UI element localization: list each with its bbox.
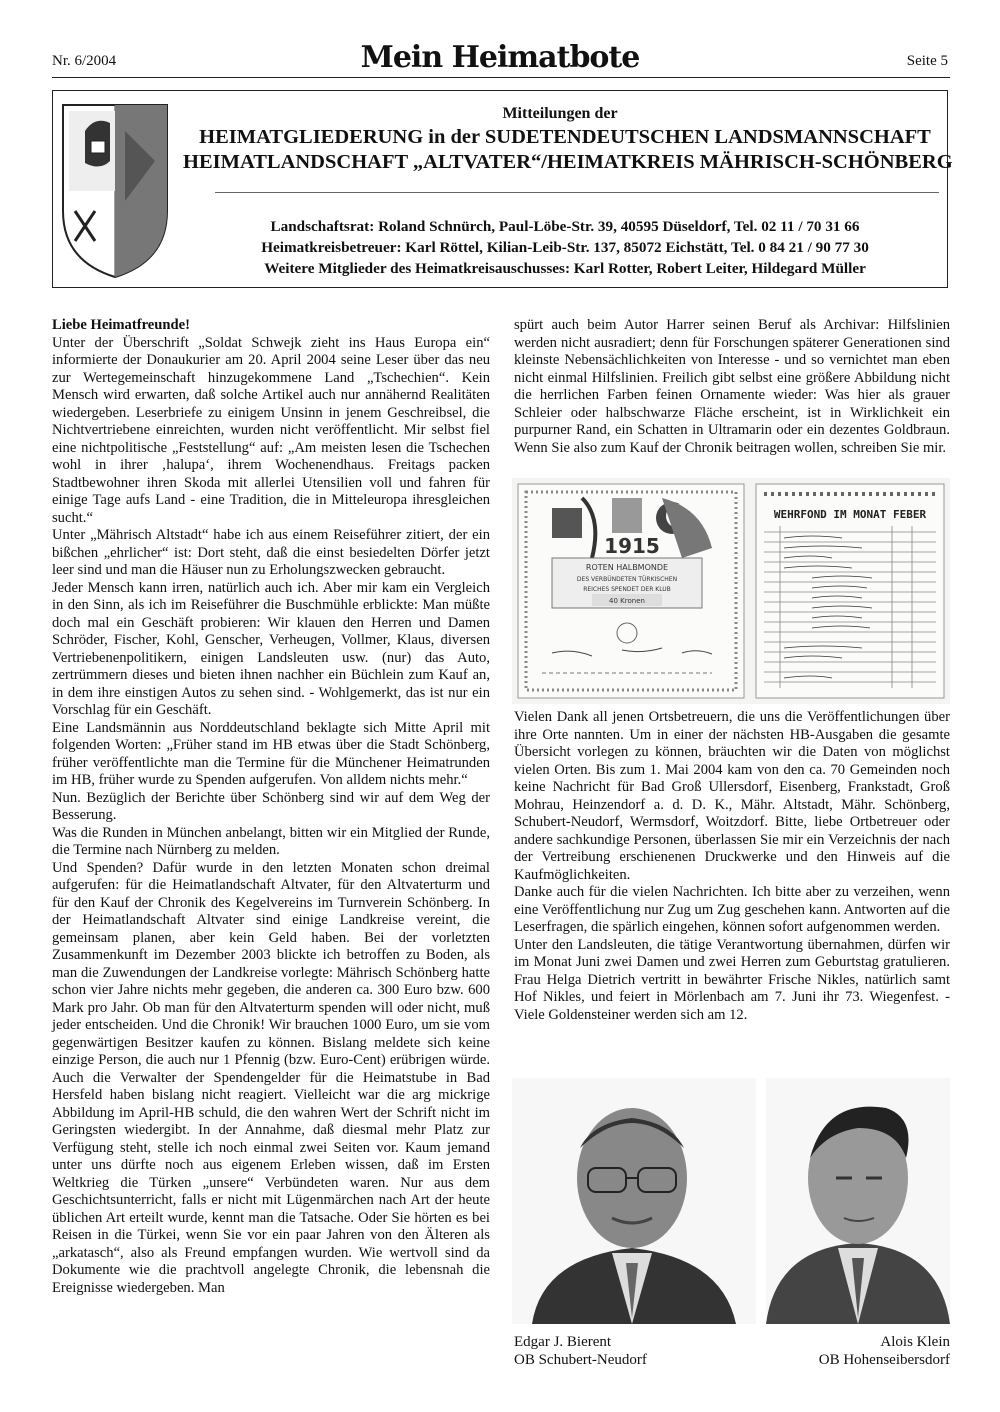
contact-landschaftsrat: Landschaftsrat: Roland Schnürch, Paul-Löbe-Str. 39, 40595 Düseldorf, Tel. 02 11 / 70 31 66 (270, 218, 860, 235)
article-right-column-bottom (514, 709, 950, 1024)
ledger-heading: WEHRFOND IM MONAT FEBER (773, 508, 927, 521)
infobox-title-line2: HEIMATLANDSCHAFT „ALTVATER“/HEIMATKREIS MÄHRISCH-SCHÖNBERG (183, 151, 953, 173)
chronicle-amount: 40 Kronen (609, 597, 645, 605)
portrait-edgar-bierent (512, 1078, 756, 1324)
infobox-subtitle: Mitteilungen der (502, 105, 618, 122)
page-number: Seite 5 (906, 53, 948, 69)
caption-left-name: Edgar J. Bierent (514, 1334, 612, 1350)
chronicle-pages-image (512, 478, 950, 704)
article-right-column-top (514, 317, 950, 457)
infobox-title-line1: HEIMATGLIEDERUNG in der SUDETENDEUTSCHEN LANDSMANNSCHAFT (199, 126, 931, 148)
article-greeting: Liebe Heimatfreunde! (52, 317, 190, 333)
portrait-left-image (512, 1078, 756, 1324)
chronicle-text-line1: ROTEN HALBMONDE (585, 563, 669, 572)
contact-heimatkreisbetreuer: Heimatkreisbetreuer: Karl Röttel, Kilian-Leib-Str. 137, 85072 Eichstätt, Tel. 0 84 21 / 90 77 30 (261, 239, 869, 256)
caption-right (819, 1333, 950, 1369)
article-paragraph: Danke auch für die vielen Nachrichten. Ich bitte aber zu verzeihen, wenn eine Veröffentlichung nur Zug um Zug geschehen kann. Antworten auf die Leserfragen, die spärlich eingehen, können sofort aufgenommen werden. (514, 884, 950, 935)
article-paragraph: Unter „Mährisch Altstadt“ habe ich aus einem Reiseführer zitiert, der ein bißchen „ehrlicher“ ist: Dort steht, daß die einst besiedelten Dörfer jetzt leer sind und man die Häuser nun zu Erholungszwecken gebraucht. (52, 527, 490, 578)
masthead-logo: Mein Heimatbote (360, 40, 640, 75)
infobox-divider (215, 192, 939, 193)
portrait-right-image (766, 1078, 950, 1324)
caption-left-role: OB Schubert-Neudorf (514, 1352, 647, 1368)
article-paragraph: Vielen Dank all jenen Ortsbetreuern, die uns die Veröffentlichungen über ihre Orte nannten. Um in einer der nächsten HB-Ausgaben die gesamte Übersicht vorlegen zu können, bräuchten wir die Daten von möglichst vielen Orten. Bis zum 1. Mai 2004 kam von den ca. 70 Gemeinden noch keine Nachricht für Bad Groß Ullersdorf, Eisenberg, Frankstadt, Groß Mohrau, Heinzendorf a. d. D. K., Mähr. Altstadt, Mähr. Schönberg, Schubert-Neudorf, Wermsdorf, Woitzdorf. Bitte, liebe Ortbetreuer oder andere sachkundige Personen, überlassen Sie mir ein Verzeichnis der nach der Vertreibung erschienenen Druckwerke und den Hinweis auf die Kaufmöglichkeiten. (514, 709, 950, 883)
article-paragraph: Und Spenden? Dafür wurde in den letzten Monaten schon dreimal aufgerufen: für die Heimatlandschaft Altvater, für den Altvaterturm und für den Kauf der Chronik des Kegelvereins im Turnverein Schönberg. In der Heimatlandschaft Altvater sind einige Landkreise vereint, die gemeinsam planen, aber kein Geld haben. Bei der vorletzten Zusammenkunft im Dezember 2003 blickte ich betroffen zu Boden, als man die Zuwendungen der Landkreise vorlegte: Mährisch Schönberg hatte schon vier Jahre nichts mehr gegeben, die anderen ca. 300 Euro bzw. 600 Mark pro Jahr. Ob man für den Altvaterturm spenden will oder nicht, muß jeder entscheiden. Und die Chronik! Wir brauchen 1000 Euro, um sie vom gegenwärtigen Besitzer kaufen zu können. Bislang meldete sich keine einzige Person, die auch nur 1 Pfennig (bzw. Euro-Cent) erübrigen würde. Auch die Verwalter der Spendengelder für die Heimatstube in Bad Hersfeld haben bislang nicht reagiert. Vielleicht war die arg mickrige Abbildung im April-HB schuld, die den wahren Wert der Schrift nicht im Geringsten wiedergibt. In der Annahme, daß diesmal mehr Platz zur Verfügung steht, stelle ich noch einmal zwei Seiten vor. Kaum jemand unter uns dürfte noch aus eigenem Erleben wissen, daß im Ersten Weltkrieg die Türken „unsere“ Verbündeten waren. Nur aus dem Geschichtsunterricht, falls er nicht mit Lügenmärchen nach Art der heute üblichen Art erteilt wurde, kennt man die Tatsache. Oder Sie hörten es bei Reisen in die Türkei, wenn Sie vor ein paar Jahren von den Älteren als „arkatasch“, also als Freund empfangen wurden. Wie wertvoll sind da Dokumente wie die prachtvoll angelegte Chronik, die lebensnah die Ereignisse wiedergeben. Man (52, 859, 490, 1296)
header-divider (52, 77, 950, 78)
caption-right-role: OB Hohenseibersdorf (818, 1352, 950, 1368)
committee-members: Weitere Mitglieder des Heimatkreisauschusses: Karl Rotter, Robert Leiter, Hildegard Müller (264, 260, 866, 277)
article-left-column (52, 317, 490, 1297)
article-paragraph: Was die Runden in München anbelangt, bitten wir ein Mitglied der Runde, die Termine nach Nürnberg zu melden. (52, 824, 490, 858)
article-paragraph: Nun. Bezüglich der Berichte über Schönberg sind wir auf dem Weg der Besserung. (52, 789, 490, 823)
association-infobox (52, 90, 953, 288)
caption-left (514, 1333, 647, 1369)
issue-number: Nr. 6/2004 (52, 53, 117, 69)
chronicle-illustration (512, 478, 950, 704)
caption-right-name: Alois Klein (880, 1334, 950, 1350)
article-paragraph: Eine Landsmännin aus Norddeutschland beklagte sich Mitte April mit folgenden Worten: „Früher stand im HB etwas über die Stadt Schönberg, früher veröffentlichte man die Termine für die Münchener Heimatrunden im HB, früher wurde zu Spenden aufgerufen. Von alldem nichts mehr.“ (52, 719, 490, 788)
article-paragraph: spürt auch beim Autor Harrer seinen Beruf als Archivar: Hilfslinien werden nicht ausradiert; denn für Forschungen späterer Generationen sind kleinste Nebensächlichkeiten von Interesse - und so vernichtet man eben nicht einmal Hilfslinien. Freilich gibt selbst eine größere Abbildung nicht die herrlichen Farben feinen Ornamente wieder: Was hier als grauer Schleier oder halbschwarze Fläche erscheint, ist in Wirklichkeit ein purpurner Rand, ein Schatten in Ultramarin oder ein dezentes Goldbraun. Wenn Sie also zum Kauf der Chronik beitragen wollen, schreiben Sie mir. (514, 317, 950, 456)
article-paragraph: Jeder Mensch kann irren, natürlich auch ich. Aber mir kam ein Vergleich in den Sinn, als ich im Reiseführer die Buschmühle erblickte: Man müßte doch mal ein Geschäft probieren: Wir klauen den Herren und Damen Schröder, Fischer, Kohl, Genscher, Verheugen, Vollmer, Klaus, diversen Vertriebenenpolitikern, einigen Landsleuten usw. (nur) das Auto, zertrümmern dieses und bieten ihnen nachher ein Büchlein zum Kauf an, in dem ihre einstigen Autos zu sehen sind. - Wohlgemerkt, das ist nur ein Vorschlag für ein Geschäft. (52, 579, 490, 718)
chronicle-text-line2: DES VERBÜNDETEN TÜRKISCHEN (576, 576, 678, 583)
portrait-alois-klein (766, 1078, 950, 1324)
article-paragraph: Unter den Landsleuten, die tätige Verantwortung übernahmen, dürfen wir im Monat Juni zwei Damen und zwei Herren zum Geburtstag gratulieren. Frau Helga Dietrich vertritt in bewährter Frische Nikles, natürlich samt Hof Nikles, und feiert in Mörlenbach am 7. Juni ihr 73. Wiegenfest. - Viele Goldensteiner werden sich am 12. (514, 936, 950, 1023)
article-paragraph: Unter der Überschrift „Soldat Schwejk zieht ins Haus Europa ein“ informierte der Donaukurier am 20. April 2004 seine Leser über das neu zur Wertegemeinschaft hinzugekommene Land „Tschechien“. Kein Mensch wird erwarten, daß solche Artikel auch nur annähernd Realitäten wiedergeben. Leserbriefe zu einigem Unsinn in jenem Geschreibsel, die Nichtvertriebene einreichten, wurden nicht veröffentlicht. Mir selbst fiel eine nichtpolitische „Feststellung“ auf: „Am meisten lesen die Tschechen wohl in ihrer ‚halupa‘, ihrem Wochenendhaus. Freitags packen Stadtbewohner ihren Skoda mit allerlei Utensilien voll und fahren für einige Tage aufs Land - eine Tradition, die in Mitteleuropa ihresgleichen sucht.“ (52, 334, 490, 526)
chronicle-year: 1915 (604, 534, 660, 558)
chronicle-text-line3: REICHES SPENDET DER KLUB (583, 586, 671, 593)
